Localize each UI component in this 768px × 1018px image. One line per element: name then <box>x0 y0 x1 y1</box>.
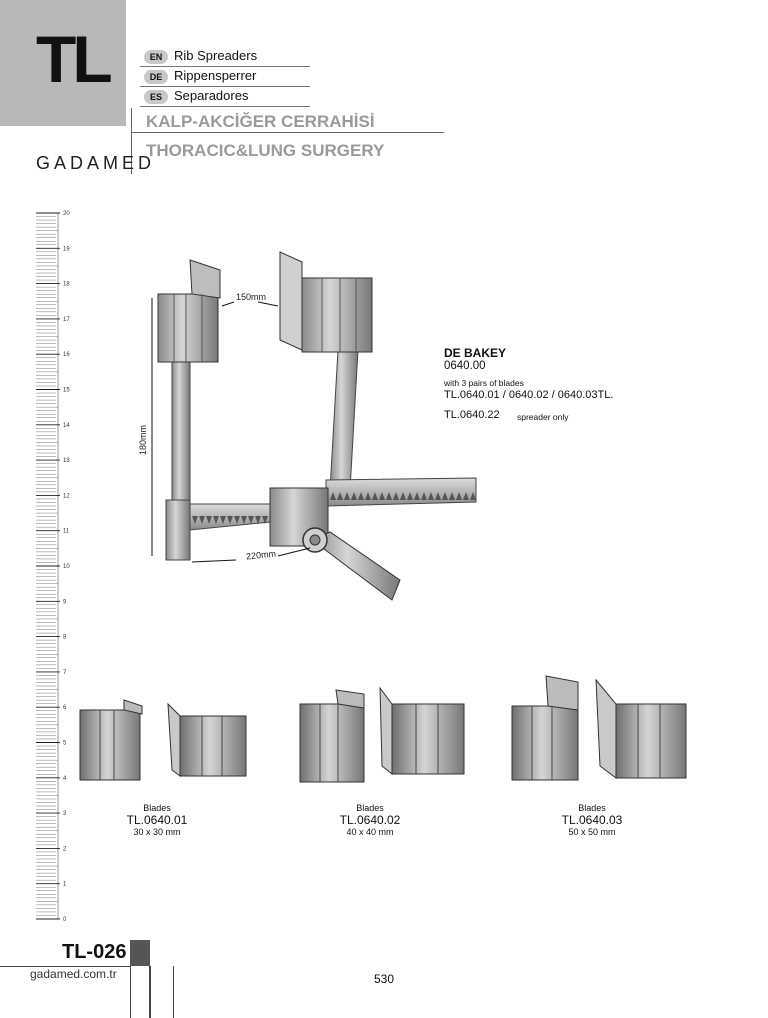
lang-row-es <box>140 88 310 107</box>
ruler-label: 9 <box>63 599 67 606</box>
blade-label: Blades <box>143 803 171 813</box>
blade-pair-1 <box>80 700 246 780</box>
blade-caption-3 <box>512 803 672 837</box>
website-link[interactable]: gadamed.com.tr <box>30 967 117 981</box>
lang-label: Rib Spreaders <box>174 48 258 63</box>
blade-size: 30 x 30 mm <box>133 827 181 837</box>
blade-caption-2 <box>290 803 450 837</box>
ruler-label: 17 <box>63 316 70 323</box>
ruler-label: 1 <box>63 881 67 888</box>
ruler-label: 12 <box>63 493 70 500</box>
ruler-label: 0 <box>63 917 67 923</box>
brand-logo: GADAMED <box>36 153 156 173</box>
blade-code: TL.0640.03 <box>561 813 623 827</box>
footer-box <box>130 966 150 1018</box>
page-number: 530 <box>374 972 395 986</box>
ruler-label: 16 <box>63 352 70 359</box>
ruler-label: 20 <box>63 211 70 217</box>
dimension-rack-label: 220mm <box>245 548 277 562</box>
ruler-label: 7 <box>63 669 67 676</box>
section-code: TL <box>36 22 109 96</box>
ruler-label: 6 <box>63 705 67 712</box>
lang-row-en <box>140 48 310 67</box>
measurement-ruler <box>0 200 70 930</box>
catalog-code: TL-026 <box>62 941 127 963</box>
blade-label: Blades <box>578 803 606 813</box>
product-code: 0640.00 <box>444 360 486 372</box>
blade-code: TL.0640.01 <box>126 813 188 827</box>
ruler-ticks <box>36 213 60 919</box>
blade-size: 50 x 50 mm <box>568 827 616 837</box>
blade-pair-3 <box>512 676 686 780</box>
section-title-en: THORACIC&LUNG SURGERY <box>146 141 385 160</box>
spreader-only-code: TL.0640.22 <box>444 409 500 421</box>
ruler-label: 13 <box>63 458 70 465</box>
ruler-label: 19 <box>63 246 70 253</box>
blade-size: 40 x 40 mm <box>346 827 394 837</box>
ruler-labels <box>63 211 70 923</box>
lang-label: Separadores <box>174 88 249 103</box>
ruler-label: 10 <box>63 564 70 570</box>
dimension-height-label: 180mm <box>138 424 148 455</box>
blade-label: Blades <box>356 803 384 813</box>
lang-code-badge: EN <box>144 50 168 64</box>
product-blade-codes: TL.0640.01 / 0640.02 / 0640.03TL. <box>444 389 614 401</box>
blade-code: TL.0640.02 <box>339 813 401 827</box>
product-name: DE BAKEY <box>444 346 507 360</box>
blade-pair-2 <box>300 688 464 782</box>
ruler-label: 5 <box>63 740 67 747</box>
ruler-label: 2 <box>63 846 67 853</box>
blade-caption-1 <box>77 803 237 837</box>
ruler-label: 3 <box>63 811 67 818</box>
lang-code-badge: DE <box>144 70 168 84</box>
lang-row-de <box>140 68 310 87</box>
ruler-label: 8 <box>63 634 67 641</box>
section-title-tr: KALP-AKCİĞER CERRAHİSİ <box>146 112 375 131</box>
ruler-label: 18 <box>63 281 70 288</box>
product-with-label: with 3 pairs of blades <box>444 378 524 388</box>
ruler-label: 11 <box>63 528 70 535</box>
ruler-label: 15 <box>63 387 70 394</box>
header-divider-horizontal <box>131 132 444 133</box>
footer-gray-block <box>130 940 150 966</box>
ruler-label: 4 <box>63 775 67 782</box>
footer-box <box>150 966 174 1018</box>
blades-illustration <box>76 670 696 790</box>
ruler-label: 14 <box>63 422 70 429</box>
rib-spreader-illustration <box>130 240 490 610</box>
spreader-only-label: spreader only <box>517 412 569 422</box>
lang-code-badge: ES <box>144 90 168 104</box>
dimension-width-label: 150mm <box>236 292 267 302</box>
lang-label: Rippensperrer <box>174 68 257 83</box>
